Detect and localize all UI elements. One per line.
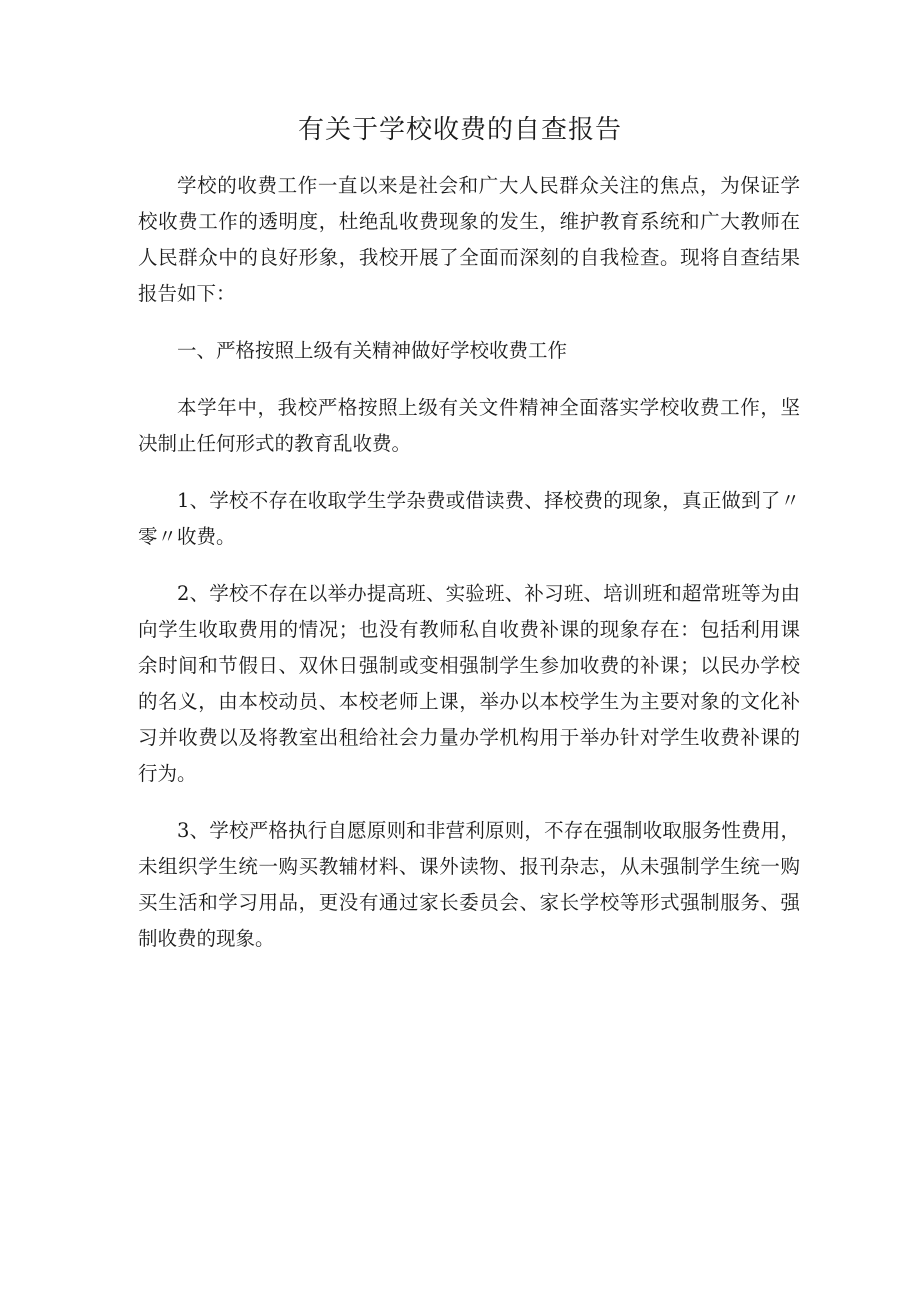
document-title: 有关于学校收费的自查报告 (297, 115, 622, 145)
section-heading-1: 一、严格按照上级有关精神做好学校收费工作 (177, 339, 568, 362)
paragraph-section-1: 本学年中，我校严格按照上级有关文件精神全面落实学校收费工作，坚决制止任何形式的教育乱收费。 (138, 396, 800, 455)
paragraph-intro: 学校的收费工作一直以来是社会和广大人民群众关注的焦点，为保证学校收费工作的透明度，杜绝乱收费现象的发生，维护教育系统和广大教师在人民群众中的良好形象，我校开展了全面而深刻的自我检查。现将自查结果报告如下： (138, 174, 800, 305)
document-body (138, 168, 800, 978)
list-item-3: 3、学校严格执行自愿原则和非营利原则，不存在强制收取服务性费用，未组织学生统一购买教辅材料、课外读物、报刊杂志，从未强制学生统一购买生活和学习用品，更没有通过家长委员会、家长学校等形式强制服务、强制收费的现象。 (138, 819, 800, 950)
list-item-1: 1、学校不存在收取学生学杂费或借读费、择校费的现象，真正做到了〃零〃收费。 (138, 489, 800, 548)
list-item-2: 2、学校不存在以举办提高班、实验班、补习班、培训班和超常班等为由向学生收取费用的情况；也没有教师私自收费补课的现象存在：包括利用课余时间和节假日、双休日强制或变相强制学生参加收费的补课；以民办学校的名义，由本校动员、本校老师上课，举办以本校学生为主要对象的文化补习并收费以及将教室出租给社会力量办学机构用于举办针对学生收费补课的行为。 (138, 582, 800, 785)
